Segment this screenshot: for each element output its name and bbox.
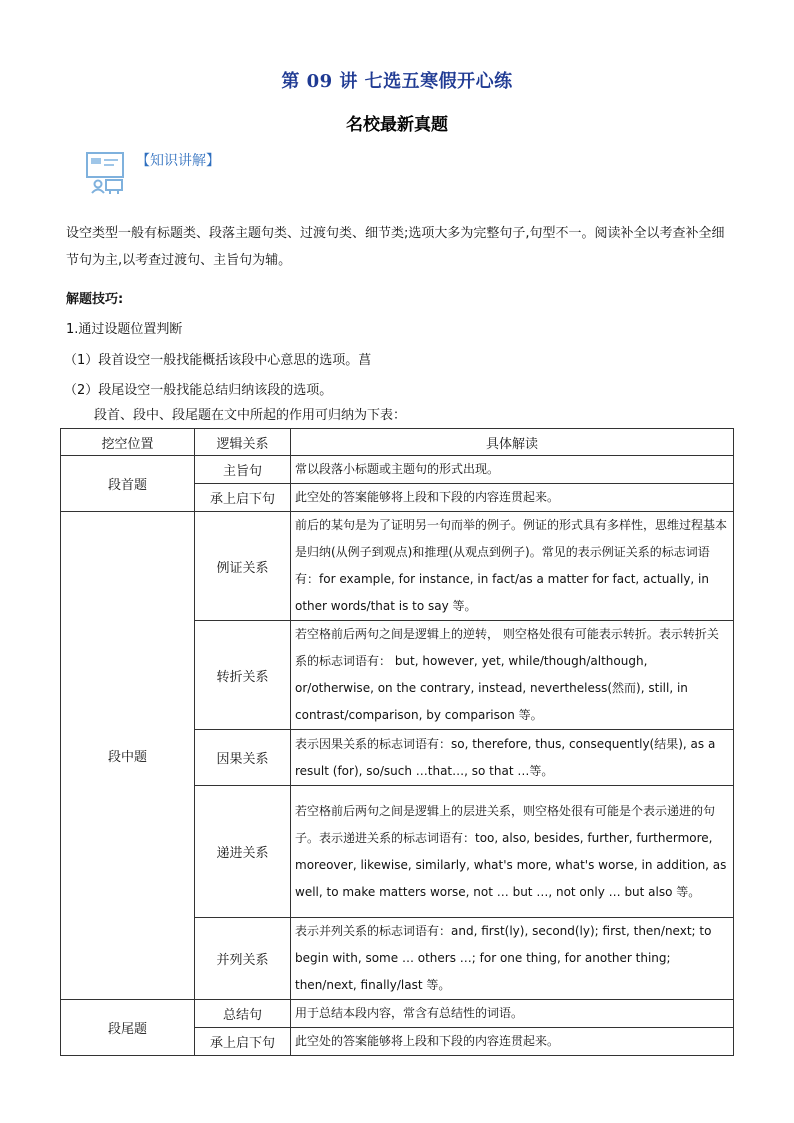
- detail-cell: 用于总结本段内容，常含有总结性的词语。: [291, 1000, 734, 1028]
- point-1: 1.通过设题位置判断: [66, 322, 183, 337]
- position-cell: 段尾题: [61, 1000, 195, 1056]
- relation-cell: 转折关系: [195, 621, 291, 730]
- detail-cell: 若空格前后两句之间是逻辑上的逆转， 则空格处很有可能表示转折。表示转折关系的标志词语有： but, however, yet, while/though/although, or/otherwise, on the contrary, instead, nevertheless(然而), still, in contrast/comparison, by comparison 等。: [291, 621, 734, 730]
- table-header-row: [61, 429, 734, 456]
- detail-cell: 表示因果关系的标志词语有：so, therefore, thus, consequently(结果), as a result (for), so/such …that…, so that …等。: [291, 730, 734, 786]
- position-cell: 段中题: [61, 512, 195, 1000]
- table-row: [61, 456, 734, 484]
- section-heading: [84, 146, 284, 196]
- table-row: [61, 1000, 734, 1028]
- section-tag: 【知识讲解】: [136, 153, 220, 169]
- presentation-board-icon: [84, 150, 128, 194]
- subpoint-1: （1）段首设空一般找能概括该段中心意思的选项。菖: [64, 353, 372, 368]
- table-intro: 段首、段中、段尾题在文中所起的作用可归纳为下表：: [94, 408, 407, 423]
- header-detail: 具体解读: [291, 429, 734, 456]
- detail-cell: 此空处的答案能够将上段和下段的内容连贯起来。: [291, 1028, 734, 1056]
- detail-cell: 前后的某句是为了证明另一句而举的例子。例证的形式具有多样性，思维过程基本是归纳(从例子到观点)和推理(从观点到例子)。常见的表示例证关系的标志词语有：for example, for instance, in fact/as a matter for fact, actually, in other words/that is to say 等。: [291, 512, 734, 621]
- subpoint-2: （2）段尾设空一般找能总结归纳该段的选项。: [64, 383, 333, 398]
- relation-cell: 总结句: [195, 1000, 291, 1028]
- table-row: [61, 512, 734, 621]
- relation-cell: 递进关系: [195, 786, 291, 918]
- relation-cell: 主旨句: [195, 456, 291, 484]
- relation-cell: 因果关系: [195, 730, 291, 786]
- header-relation: 逻辑关系: [195, 429, 291, 456]
- detail-cell: 表示并列关系的标志词语有：and, first(ly), second(ly); first, then/next; to begin with, some … others …; for one thing, for another thing; then/next, finally/last 等。: [291, 918, 734, 1000]
- position-cell: 段首题: [61, 456, 195, 512]
- tips-label: 解题技巧:: [66, 292, 124, 307]
- summary-table: [60, 428, 734, 1056]
- detail-cell: 常以段落小标题或主题句的形式出现。: [291, 456, 734, 484]
- detail-cell: 若空格前后两句之间是逻辑上的层进关系，则空格处很有可能是个表示递进的句子。表示递进关系的标志词语有：too, also, besides, further, furthermore, moreover, likewise, similarly, what's more, what's worse, in addition, as well, to make matters worse, not … but …, not only … but also 等。: [291, 786, 734, 918]
- page-subtitle: 名校最新真题: [346, 115, 448, 135]
- relation-cell: 并列关系: [195, 918, 291, 1000]
- detail-cell: 此空处的答案能够将上段和下段的内容连贯起来。: [291, 484, 734, 512]
- intro-paragraph: 设空类型一般有标题类、段落主题句类、过渡句类、细节类;选项大多为完整句子,句型不一。阅读补全以考查补全细节句为主,以考查过渡句、主旨句为辅。: [66, 226, 725, 268]
- relation-cell: 承上启下句: [195, 1028, 291, 1056]
- header-position: 挖空位置: [61, 429, 195, 456]
- page-title: 第 09 讲 七选五寒假开心练: [281, 71, 513, 92]
- relation-cell: 承上启下句: [195, 484, 291, 512]
- relation-cell: 例证关系: [195, 512, 291, 621]
